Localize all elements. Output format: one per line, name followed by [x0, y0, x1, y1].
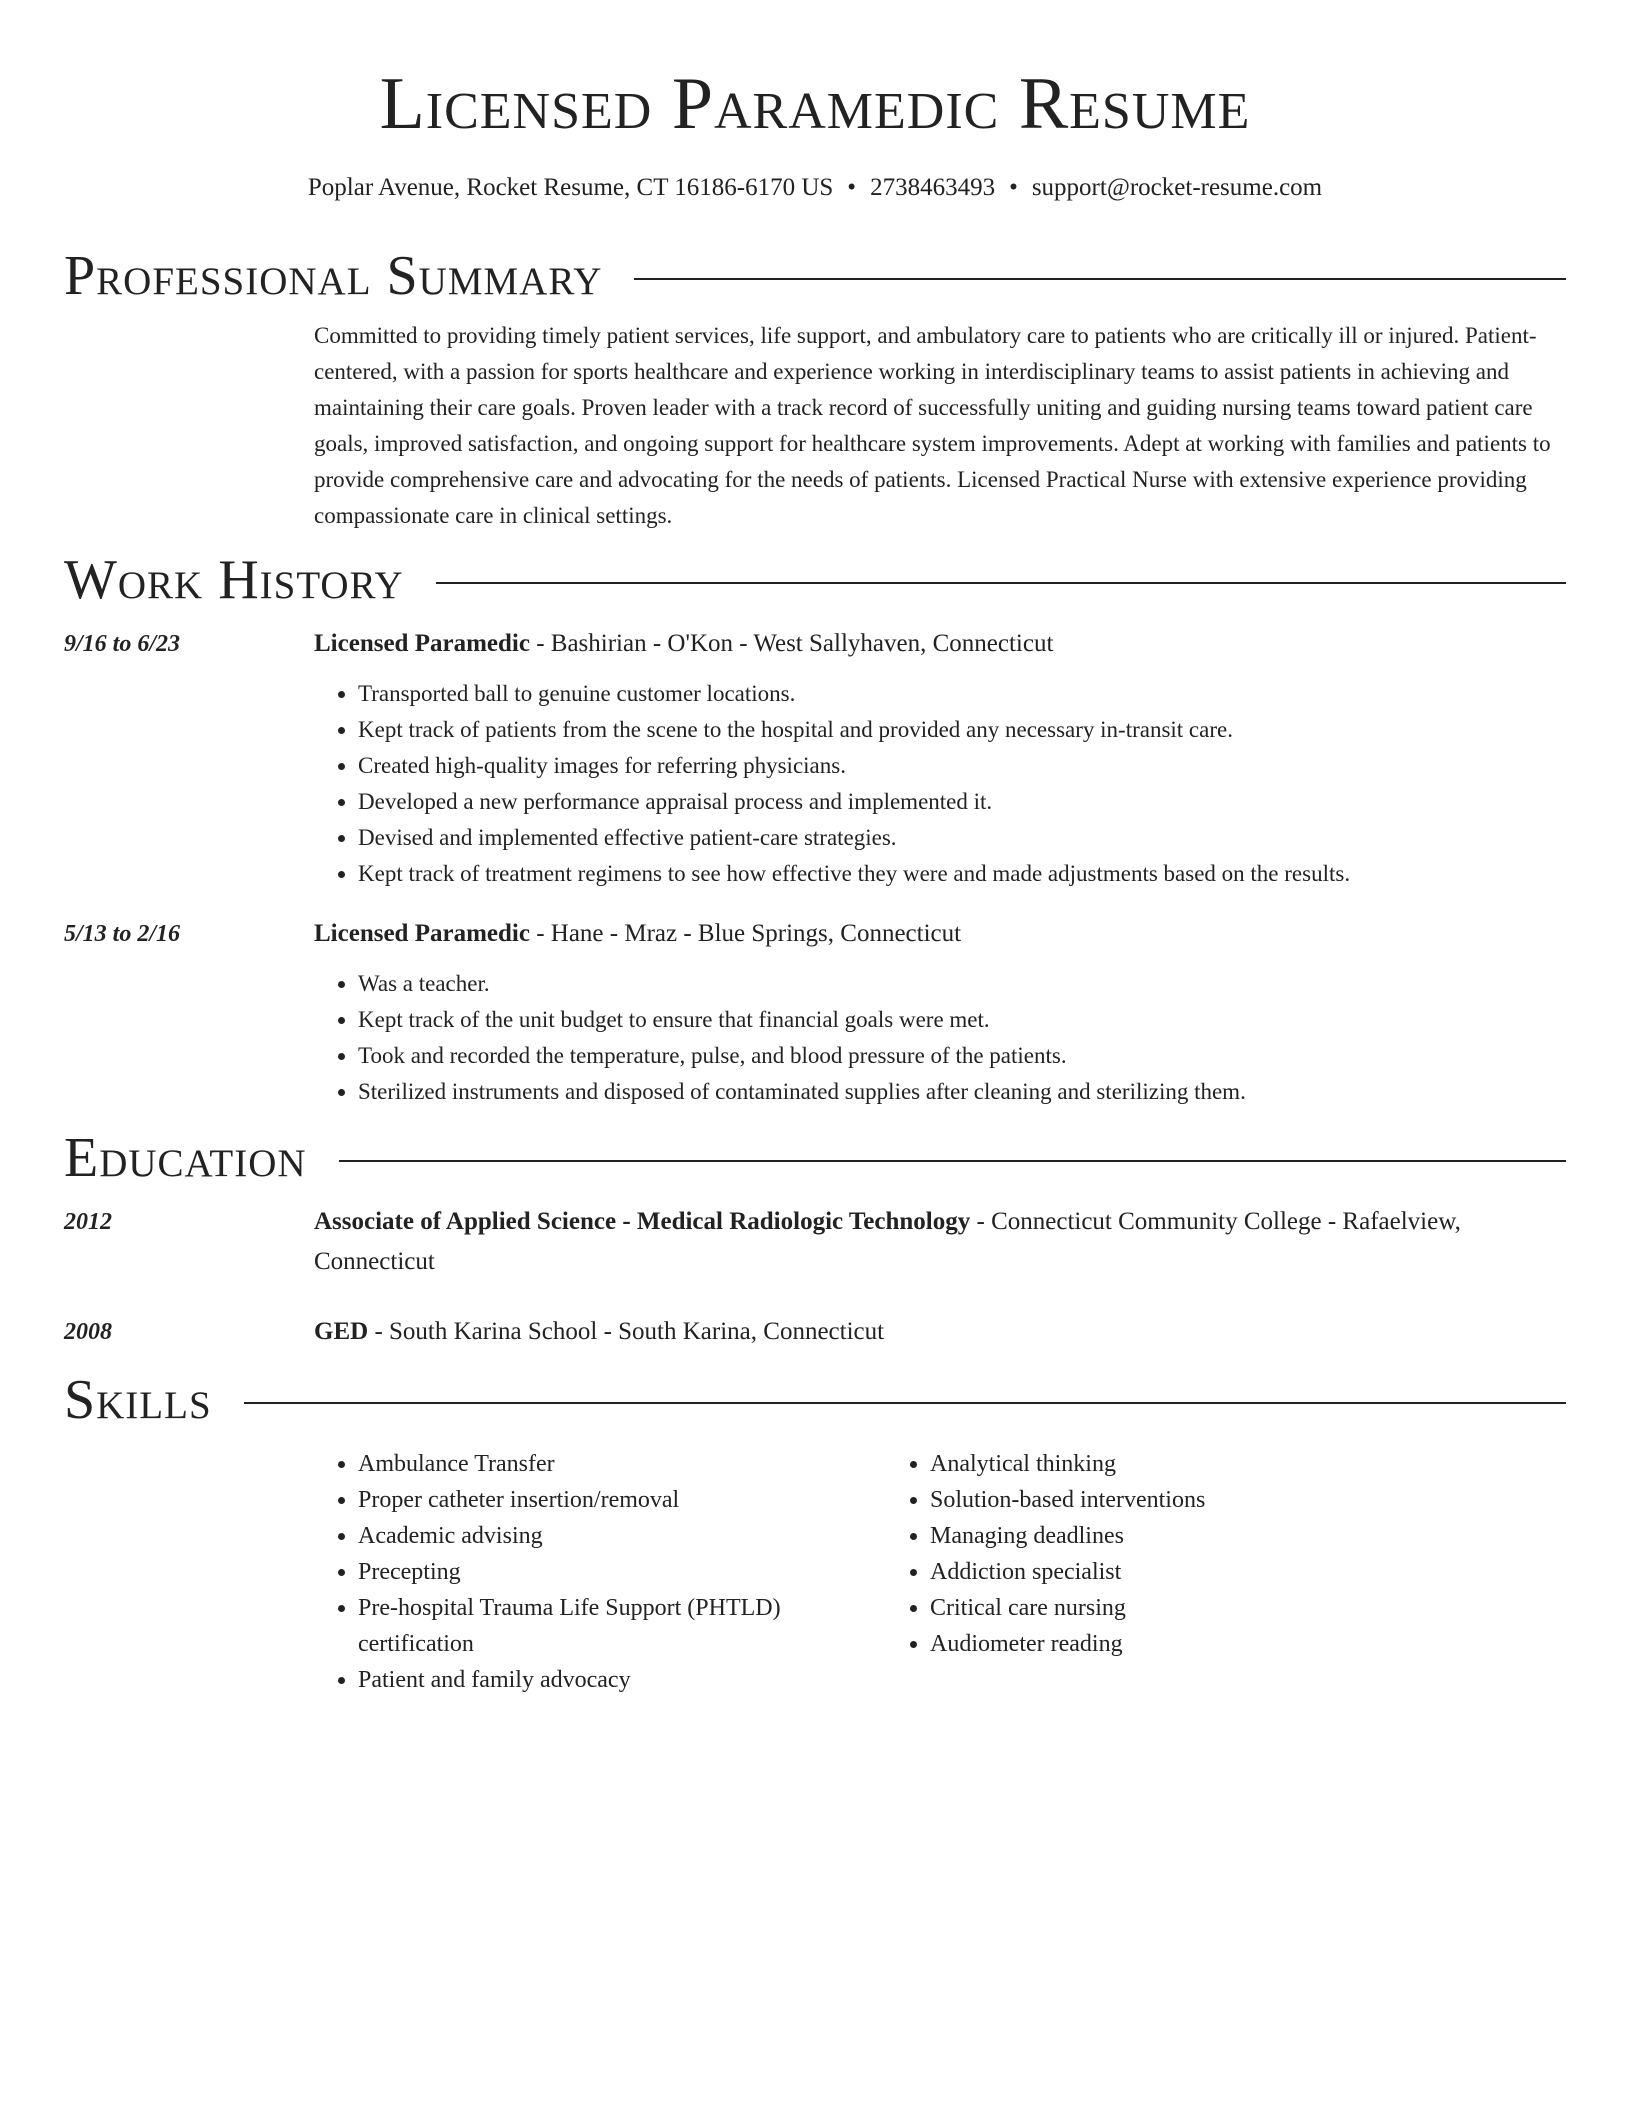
list-item: • Developed a new performance appraisal process and implemented it. — [358, 784, 1566, 820]
work-history-section — [64, 548, 1566, 1110]
list-item: • Kept track of patients from the scene to the hospital and provided any necessary in-transit care. — [358, 712, 1566, 748]
skill-item: • Pre-hospital Trauma Life Support (PHTLD) certification — [358, 1590, 886, 1662]
job-entry — [64, 624, 1566, 892]
job-details: - Bashirian - O'Kon - West Sallyhaven, Connecticut — [529, 630, 1054, 657]
job-bullets — [314, 676, 1566, 892]
page-title: Licensed Paramedic Resume — [379, 63, 1251, 145]
list-item: • Kept track of the unit budget to ensure that financial goals were met. — [358, 1002, 1566, 1038]
job-heading — [314, 914, 1566, 954]
education-year: 2012 — [64, 1209, 112, 1235]
school-details: - South Karina School - South Karina, Connecticut — [368, 1318, 885, 1345]
section-divider — [244, 1402, 1566, 1404]
education-heading — [314, 1202, 1566, 1282]
degree: GED — [314, 1318, 369, 1345]
education-section — [64, 1126, 1566, 1352]
section-divider — [339, 1160, 1566, 1162]
section-header — [64, 1126, 1566, 1190]
list-item: • Kept track of treatment regimens to see how effective they were and made adjustments based on the results. — [358, 856, 1566, 892]
school-details: - Connecticut Community College - Rafaelview, Connecticut — [314, 1208, 1461, 1275]
list-item: • Sterilized instruments and disposed of contaminated supplies after cleaning and sterilizing them. — [358, 1074, 1566, 1110]
education-entry — [64, 1312, 1566, 1352]
degree: Associate of Applied Science - Medical Radiologic Technology — [314, 1208, 971, 1235]
job-dates: 5/13 to 2/16 — [64, 921, 181, 947]
section-title-education: Education — [64, 1127, 307, 1189]
job-details: - Hane - Mraz - Blue Springs, Connecticut — [529, 920, 962, 947]
skill-item: • Managing deadlines — [930, 1518, 1566, 1554]
section-divider — [436, 582, 1566, 584]
skills-list — [314, 1446, 1566, 1698]
separator-dot: • — [1009, 174, 1018, 201]
skill-item: • Patient and family advocacy — [358, 1662, 886, 1698]
skill-item: • Solution-based interventions — [930, 1482, 1566, 1518]
section-divider — [634, 278, 1566, 280]
list-item: • Devised and implemented effective patient-care strategies. — [358, 820, 1566, 856]
job-dates: 9/16 to 6/23 — [64, 631, 181, 657]
list-item: • Was a teacher. — [358, 966, 1566, 1002]
job-entry — [64, 914, 1566, 1110]
skill-item: • Academic advising — [358, 1518, 886, 1554]
summary-section — [64, 244, 1566, 534]
skill-item: • Analytical thinking — [930, 1446, 1566, 1482]
list-item: • Took and recorded the temperature, pulse, and blood pressure of the patients. — [358, 1038, 1566, 1074]
skill-item: • Audiometer reading — [930, 1626, 1566, 1662]
phone: 2738463493 — [870, 174, 996, 201]
job-header — [64, 914, 1566, 954]
skills-column — [314, 1446, 886, 1698]
skill-item: • Critical care nursing — [930, 1590, 1566, 1626]
skills-section — [64, 1368, 1566, 1698]
section-header — [64, 548, 1566, 612]
address: Poplar Avenue, Rocket Resume, CT 16186-6170 US — [307, 174, 834, 201]
list-item: • Created high-quality images for referring physicians. — [358, 748, 1566, 784]
section-header — [64, 1368, 1566, 1432]
skill-item: • Addiction specialist — [930, 1554, 1566, 1590]
education-heading — [314, 1312, 1566, 1352]
job-heading — [314, 624, 1566, 664]
section-header — [64, 244, 1566, 308]
list-item: • Transported ball to genuine customer locations. — [358, 676, 1566, 712]
education-entry — [64, 1202, 1566, 1282]
separator-dot: • — [847, 174, 857, 201]
email-link[interactable]: support@rocket-resume.com — [1031, 174, 1323, 201]
job-bullets — [314, 966, 1566, 1110]
job-header — [64, 624, 1566, 664]
skill-item: • Ambulance Transfer — [358, 1446, 886, 1482]
skills-column — [886, 1446, 1566, 1698]
section-title-summary: Professional Summary — [64, 245, 603, 307]
section-title-skills: Skills — [64, 1369, 212, 1431]
skill-item: • Proper catheter insertion/removal — [358, 1482, 886, 1518]
skill-item: • Precepting — [358, 1554, 886, 1590]
education-year: 2008 — [64, 1319, 112, 1345]
job-title: Licensed Paramedic — [314, 920, 530, 947]
section-title-work: Work History — [64, 549, 404, 611]
summary-text: Committed to providing timely patient services, life support, and ambulatory care to patients who are critically ill or injured. Patient-centered, with a passion for sports healthcare and experience working in interdisciplinary teams to assist patients in achieving and maintaining their care goals. Proven leader with a track record of successfully uniting and guiding nursing teams toward patient care goals, improved satisfaction, and ongoing support for healthcare system improvements. Adept at working with families and patients to provide comprehensive care and advocating for the needs of patients. Licensed Practical Nurse with extensive experience providing compassionate care in clinical settings. — [314, 323, 1551, 528]
job-title: Licensed Paramedic — [314, 630, 530, 657]
contact-line — [64, 170, 1566, 206]
